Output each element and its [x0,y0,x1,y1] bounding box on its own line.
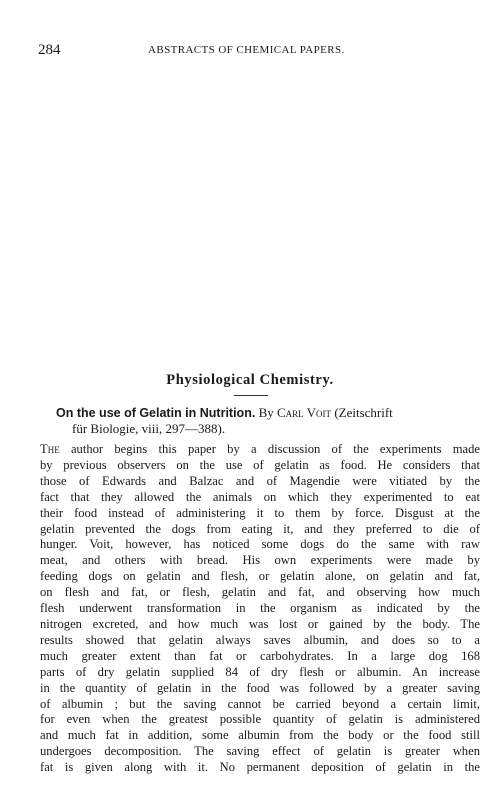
body-line [40,442,480,458]
body-line: flesh underwent transformation in the organism as indicated by the [40,601,480,616]
section-rule [234,395,268,396]
section-heading: Physiological Chemistry. [166,372,334,388]
body-line: hunger. Voit, however, has noticed some dogs do the same with raw [40,537,480,552]
journal-title: ABSTRACTS OF CHEMICAL PAPERS. [148,44,345,56]
body-line: fact that they allowed the animals on which they experimented to eat [40,489,480,504]
body-line: nitrogen excreted, and how much was lost or gained by the body. The [40,616,480,631]
body-line: on flesh and fat, or flesh, gelatin and fat, and observing how much [40,585,480,600]
body-line: and much fat in addition, some albumin from the body or the food still [40,728,480,743]
body-line-text: author begins this paper by a discussion of the experiments made [59,442,480,456]
body-line: parts of dry gelatin supplied 84 of dry flesh or albumin. An increase [40,664,480,679]
body-line: results showed that gelatin always saves albumin, and does so to a [40,632,480,647]
body-line: undergoes decomposition. The saving effect of gelatin is greater when [40,744,480,759]
article-citation-part1: (Zeitschrift [331,405,393,420]
lead-word: The [40,442,60,456]
article-by: By [255,405,277,420]
body-line: much greater extent than fat or carbohydrates. In a large dog 168 [40,648,480,663]
page-number: 284 [38,42,61,58]
body-line: of albumin ; but the saving cannot be carried beyond a certain limit, [40,696,480,711]
article-title [56,405,476,437]
body-line: those of Edwards and Balzac and of Magendie were vitiated by the [40,473,480,488]
body-line: gelatin prevented the dogs from eating it, and they preferred to die of [40,521,480,536]
body-line: meat, and others with bread. His own experiments were made by [40,553,480,568]
body-line: in the quantity of gelatin in the food was followed by a greater saving [40,680,480,695]
article-body [40,442,480,776]
article-author: Carl Voit [276,405,332,420]
body-line: feeding dogs on gelatin and flesh, or gelatin alone, on gelatin and fat, [40,569,480,584]
body-line: fat is given along with it. No permanent deposition of gelatin in the [40,760,480,775]
article-citation-part2: für Biologie, viii, 297—388). [72,421,226,436]
body-line: their food instead of administering it to them by force. Disgust at the [40,505,480,520]
body-line: by previous observers on the use of gelatin as food. He considers that [40,457,480,472]
running-head [38,42,468,62]
body-line: for even when the greatest possible quantity of gelatin is administered [40,712,480,727]
article-title-main: On the use of Gelatin in Nutrition. [56,406,256,420]
